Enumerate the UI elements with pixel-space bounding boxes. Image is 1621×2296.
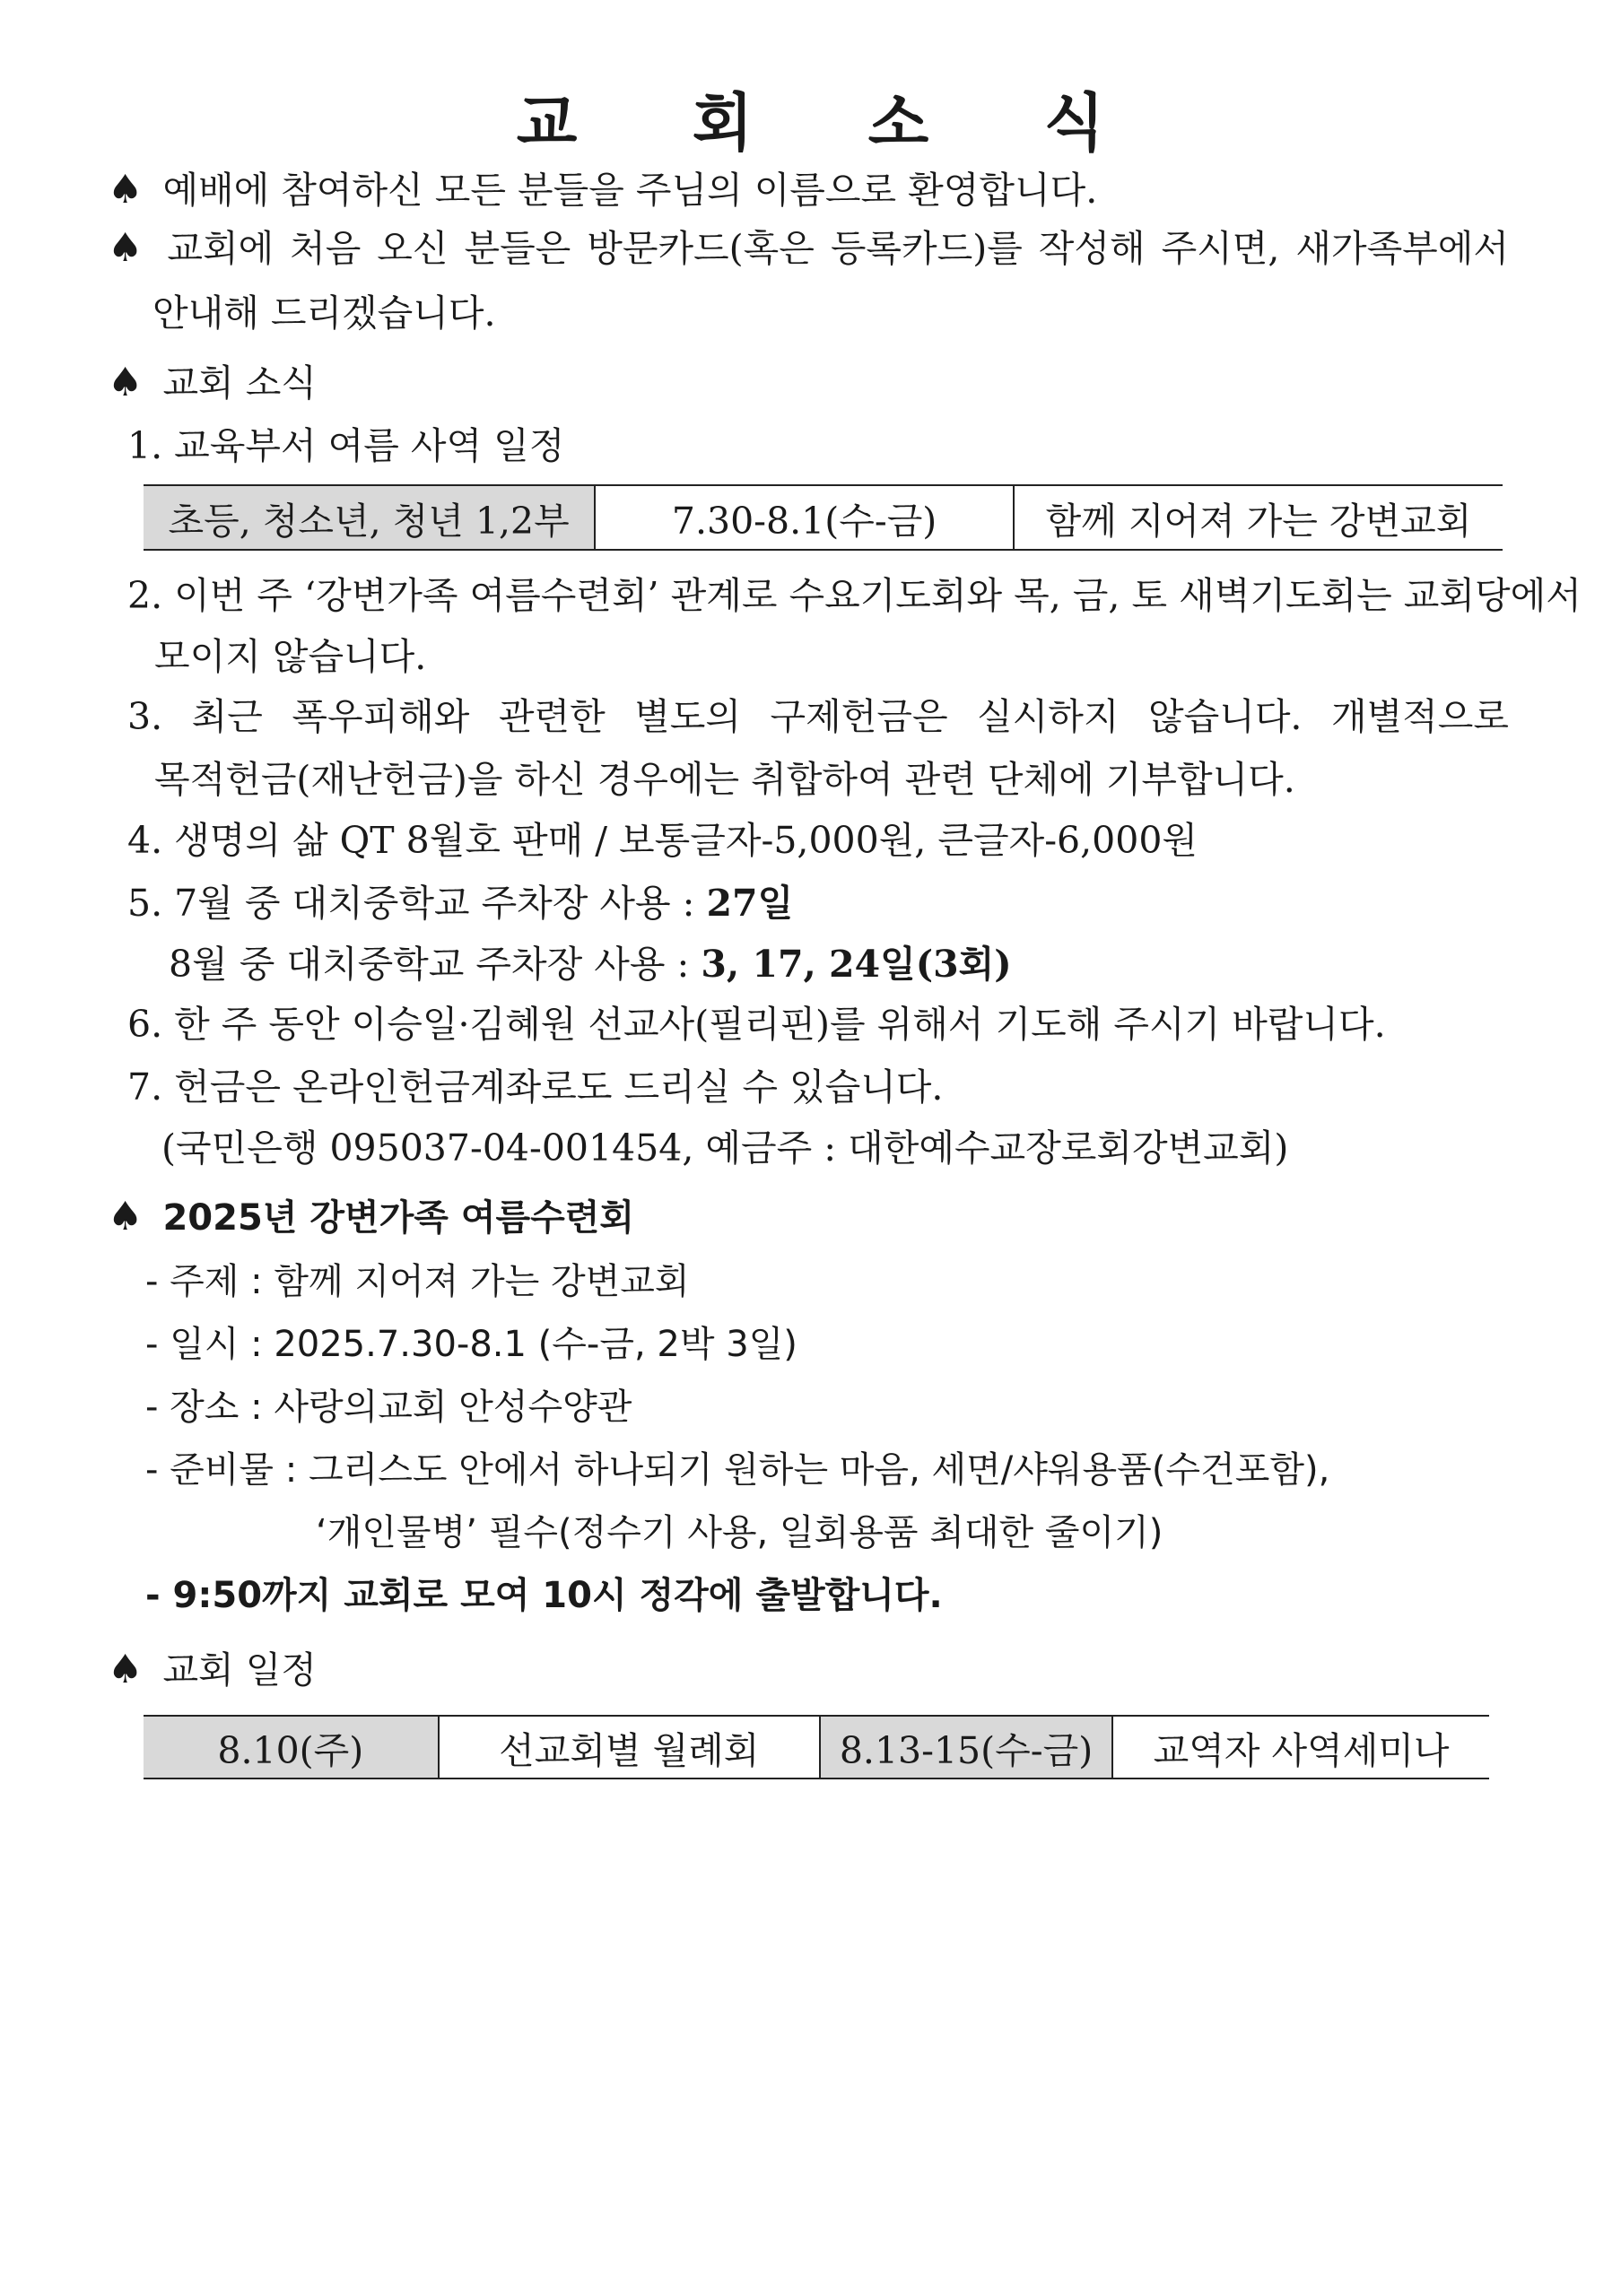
table-row (144, 485, 1503, 550)
spade-icon: ♠ (108, 225, 148, 271)
retreat-heading-text: 2025년 강변가족 여름수련회 (162, 1197, 635, 1239)
church-schedule-table (144, 1715, 1489, 1779)
news-item-6: 6. 한 주 동안 이승일·김혜원 선교사(필리핀)를 위해서 기도해 주시기 바랍니다. (127, 1003, 1386, 1046)
news-item-2-line-2: 모이지 않습니다. (154, 635, 427, 678)
table-cell-group: 초등, 청소년, 청년 1,2부 (144, 485, 595, 550)
spade-icon: ♠ (108, 1647, 144, 1692)
retreat-date: - 일시 : 2025.7.30-8.1 (수-금, 2박 3일) (145, 1324, 797, 1365)
page-title: 교 회 소 식 (516, 86, 1152, 160)
spade-icon: ♠ (108, 1194, 144, 1239)
parking-july-value: 27일 (706, 882, 794, 925)
education-schedule-table (144, 484, 1503, 551)
spade-icon: ♠ (108, 167, 144, 213)
news-item-3-line-2: 목적헌금(재난헌금)을 하신 경우에는 취합하여 관련 단체에 기부합니다. (154, 758, 1295, 801)
table-cell-place: 함께 지어져 가는 강변교회 (1014, 485, 1503, 550)
table-cell-dates: 7.30-8.1(수-금) (595, 485, 1014, 550)
news-item-7-line-1: 7. 헌금은 온라인헌금계좌로도 드리실 수 있습니다. (127, 1065, 944, 1109)
news-heading (108, 359, 317, 407)
parking-july-label: 5. 7월 중 대치중학교 주차장 사용 : (127, 882, 707, 925)
schedule-date-2: 8.13-15(수-금) (820, 1716, 1112, 1779)
schedule-event-1: 선교회별 월례회 (439, 1716, 820, 1779)
retreat-place: - 장소 : 사랑의교회 안성수양관 (145, 1387, 632, 1428)
news-item-7-line-2: (국민은행 095037-04-001454, 예금주 : 대한예수교장로회강변교회) (161, 1126, 1289, 1170)
news-item-3-line-1: 3. 최근 폭우피해와 관련한 별도의 구제헌금은 실시하지 않습니다. 개별적으로 (127, 695, 1509, 738)
newcomer-line-2: 안내해 드리겠습니다. (153, 291, 496, 335)
retreat-prep-line-1: - 준비물 : 그리스도 안에서 하나되기 원하는 마음, 세면/샤워용품(수건포함), (145, 1449, 1330, 1491)
parking-august-label: 8월 중 대치중학교 주차장 사용 : (169, 943, 702, 986)
news-item-5-line-1 (127, 879, 793, 927)
newcomer-line-1 (108, 224, 1509, 273)
news-item-2-line-1: 2. 이번 주 ‘강변가족 여름수련회’ 관계로 수요기도회와 목, 금, 토 새벽기도회는 교회당에서 (127, 574, 1582, 617)
news-item-5-line-2 (169, 940, 1012, 988)
retreat-departure: - 9:50까지 교회로 모여 10시 정각에 출발합니다. (145, 1575, 943, 1616)
retreat-heading (108, 1193, 634, 1242)
retreat-prep-line-2: ‘개인물병’ 필수(정수기 사용, 일회용품 최대한 줄이기) (316, 1512, 1163, 1553)
schedule-event-2: 교역자 사역세미나 (1112, 1716, 1489, 1779)
spade-icon: ♠ (108, 360, 144, 405)
newcomer-text-1: 교회에 처음 오신 분들은 방문카드(혹은 등록카드)를 작성해 주시면, 새가족부에서 (167, 227, 1510, 270)
news-item-1: 1. 교육부서 여름 사역 일정 (127, 424, 565, 467)
schedule-date-1: 8.10(주) (144, 1716, 439, 1779)
table-row (144, 1716, 1489, 1779)
schedule-heading-text: 교회 일정 (162, 1648, 317, 1692)
news-heading-text: 교회 소식 (162, 361, 317, 404)
retreat-theme: - 주제 : 함께 지어져 가는 강변교회 (145, 1261, 690, 1302)
schedule-heading (108, 1646, 317, 1694)
welcome-text: 예배에 참여하신 모든 분들을 주님의 이름으로 환영합니다. (162, 169, 1098, 212)
parking-august-value: 3, 17, 24일(3회) (701, 943, 1012, 986)
news-item-4: 4. 생명의 삶 QT 8월호 판매 / 보통글자-5,000원, 큰글자-6,000원 (127, 819, 1198, 862)
welcome-line (108, 166, 1097, 214)
